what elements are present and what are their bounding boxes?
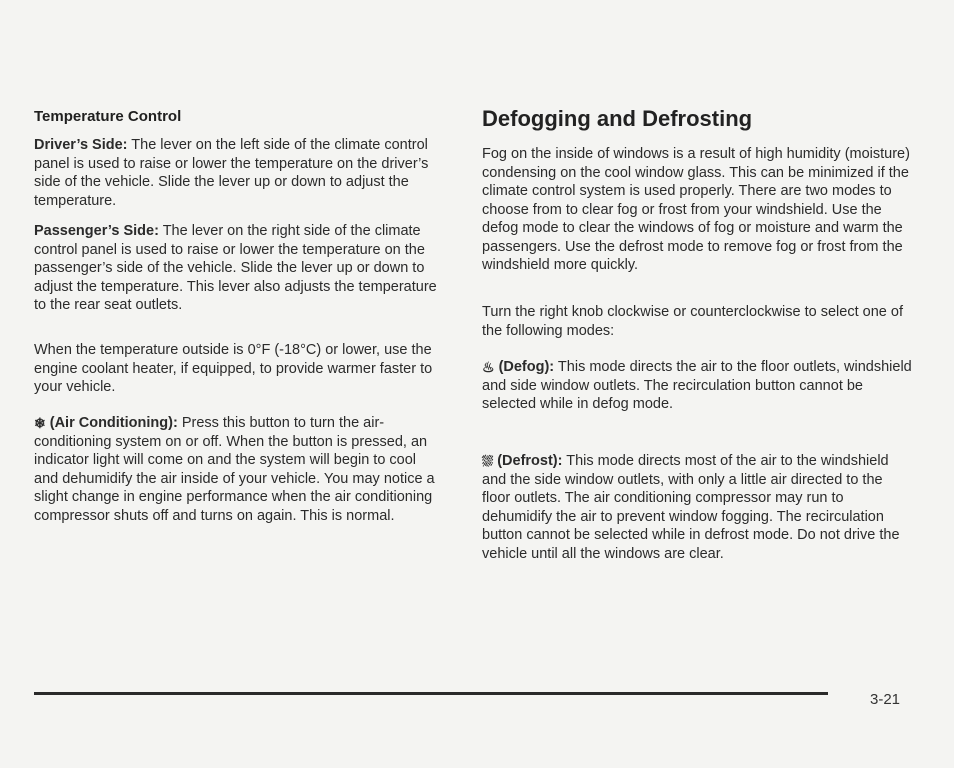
air-conditioning-text: Press this button to turn the air-conditioning system on or off. When the button is pressed, an indicator light will come on and the system will begin to cool and dehumidify the air inside of your vehicle. You may notice a slight change in engine performance when the air conditioning compressor shuts off and turns on again. This is normal. [34,415,435,524]
drivers-side-label: Driver’s Side: [34,137,128,153]
snowflake-icon: ❄ [34,415,46,431]
cold-weather-text: When the temperature outside is 0°F (-18°C) or lower, use the engine coolant heater, if equipped, to provide warmer faster to your vehicle. [34,342,433,395]
passengers-side-paragraph [34,222,444,315]
defrost-paragraph [482,452,912,563]
defog-text: This mode directs the air to the floor outlets, windshield and side window outlets. The recirculation button cannot be selected while in defog mode. [482,359,912,412]
drivers-side-text: The lever on the left side of the climate control panel is used to raise or lower the temperature on the driver’s side of the vehicle. Slide the lever up or down to adjust the temperature. [34,137,429,209]
passengers-side-text: The lever on the right side of the climate control panel is used to raise or lower the temperature on the passenger’s side of the vehicle. Slide the lever up or down to adjust the temperature. This lever also adjusts the temperature to the rear seat outlets. [34,223,437,313]
defog-paragraph [482,358,912,414]
footer-rule [34,692,828,695]
page-number: 3-21 [870,691,901,708]
defrost-label: (Defrost): [497,453,563,469]
air-conditioning-label: (Air Conditioning): [49,415,178,431]
drivers-side-paragraph [34,136,444,210]
air-conditioning-paragraph [34,414,444,525]
section-heading-defogging-defrosting: Defogging and Defrosting [482,106,753,131]
defog-label: (Defog): [498,359,555,375]
cold-weather-paragraph [34,341,444,397]
knob-paragraph [482,303,912,340]
knob-text: Turn the right knob clockwise or counterclockwise to select one of the following modes: [482,304,903,339]
defog-intro-text: Fog on the inside of windows is a result of high humidity (moisture) condensing on the cool window glass. This can be minimized if the climate control system is used properly. There are two modes to choose from to clear fog or frost from your windshield. Use the defog mode to clear the windows of fog or moisture and warm the passengers. Use the defrost mode to remove fog or frost from the windshield more quickly. [482,146,910,273]
defrost-text: This mode directs most of the air to the windshield and the side window outlets, with only a little air directed to the floor outlets. The air conditioning compressor may run to dehumidify the air to prevent window fogging. The recirculation button cannot be selected while in defrost mode. Do not drive the vehicle until all the windows are clear. [482,453,900,562]
passengers-side-label: Passenger’s Side: [34,223,159,239]
defog-intro-paragraph [482,145,912,275]
defog-icon: ♨ [482,359,495,375]
section-heading-temperature-control: Temperature Control [34,108,182,125]
defrost-icon: ⛆ [482,453,494,469]
